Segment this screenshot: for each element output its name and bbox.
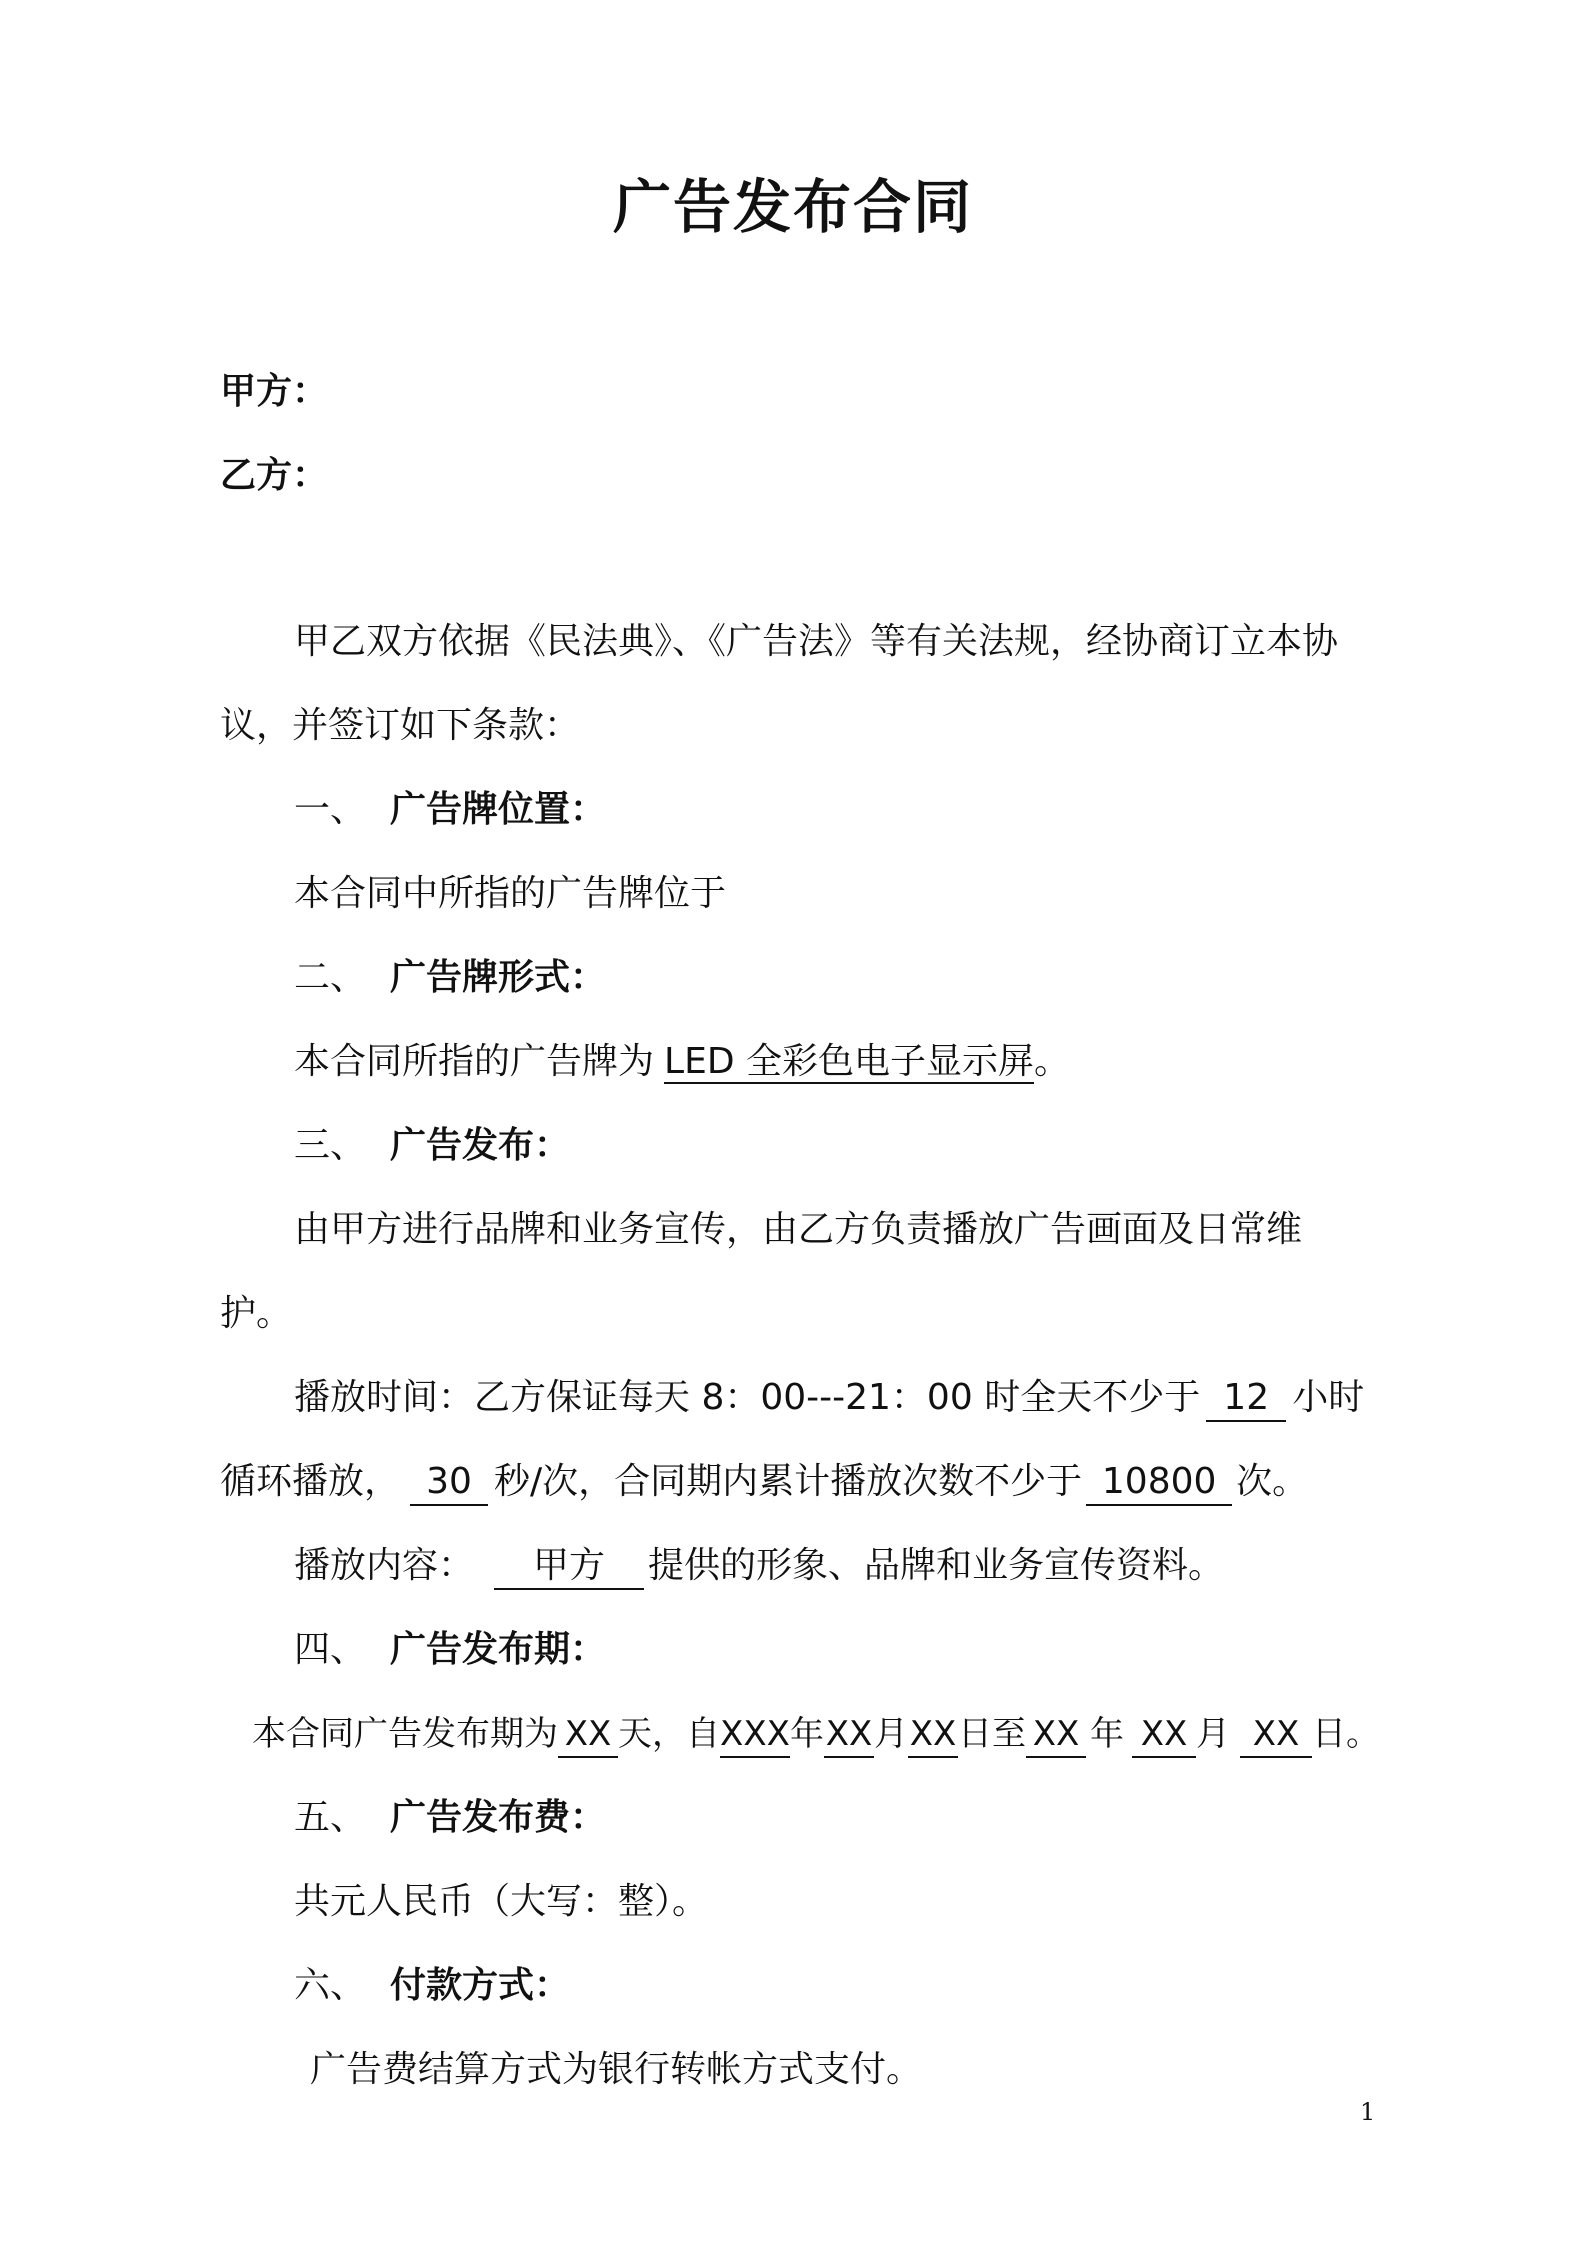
section-number: 二、 (294, 957, 367, 998)
section-title: 付款方式： (390, 1965, 571, 2006)
section-title: 广告牌位置： (390, 789, 607, 830)
body-text: 月 (1196, 1714, 1230, 1754)
party-b-label: 乙方： (220, 455, 329, 496)
section-heading (294, 1626, 606, 1674)
body-text: 本合同所指的广告牌为 (294, 1041, 655, 1082)
section-number: 四、 (294, 1629, 367, 1670)
section-2-body (294, 1038, 1070, 1086)
body-text: 年 (790, 1714, 824, 1754)
section-number: 一、 (294, 789, 367, 830)
start-month-blank: XX (824, 1712, 874, 1758)
body-text: 小时 (1292, 1377, 1365, 1418)
body-text: 播放内容： (294, 1545, 475, 1586)
section-number: 三、 (294, 1125, 367, 1166)
section-heading (294, 1794, 606, 1842)
party-a-label: 甲方： (220, 371, 329, 412)
section-title: 广告发布期： (390, 1629, 607, 1670)
led-screen-type: LED 全彩色电子显示屏 (664, 1041, 1034, 1082)
play-loop-line (220, 1458, 1308, 1506)
start-day-blank: XX (908, 1712, 958, 1758)
play-time-line (294, 1374, 1364, 1422)
section-heading (294, 954, 606, 1002)
body-text: 播放时间：乙方保证每天 8：00---21：00 时全天不少于 (294, 1377, 1201, 1418)
section-title: 广告发布费： (390, 1797, 607, 1838)
section-5-body: 共元人民币（大写：整）。 (294, 1881, 709, 1922)
publish-period-line (252, 1710, 1380, 1758)
days-blank: XX (558, 1712, 618, 1758)
end-day-blank: XX (1240, 1712, 1312, 1758)
section-title: 广告发布： (390, 1125, 571, 1166)
section-3-body-line-1: 由甲方进行品牌和业务宣传，由乙方负责播放广告画面及日常维 (294, 1209, 1303, 1250)
section-1-body: 本合同中所指的广告牌位于 (294, 873, 727, 914)
content-provider-blank: 甲方 (494, 1544, 644, 1590)
section-3-body-line-2: 护。 (220, 1293, 293, 1334)
document-title: 广告发布合同 (612, 173, 973, 241)
section-heading (294, 1122, 570, 1170)
play-content-line (294, 1542, 1224, 1590)
section-heading (294, 786, 606, 834)
body-text: 日至 (958, 1714, 1026, 1754)
play-count-blank: 10800 (1086, 1460, 1232, 1506)
body-text: 次。 (1236, 1461, 1309, 1502)
section-6-body: 广告费结算方式为银行转帐方式支付。 (310, 2049, 923, 2090)
body-text: 年 (1090, 1714, 1124, 1754)
section-heading (294, 1962, 570, 2010)
intro-line-2: 议，并签订如下条款： (220, 705, 581, 746)
play-seconds-blank: 30 (410, 1460, 488, 1506)
start-year-blank: XXX (720, 1712, 790, 1758)
page-number: 1 (1360, 2098, 1376, 2126)
body-text: 。 (1033, 1041, 1070, 1082)
body-text: 本合同广告发布期为 (252, 1714, 558, 1754)
body-text: 天，自 (618, 1714, 720, 1754)
end-year-blank: XX (1026, 1712, 1086, 1758)
section-number: 六、 (294, 1965, 367, 2006)
section-number: 五、 (294, 1797, 367, 1838)
end-month-blank: XX (1132, 1712, 1196, 1758)
body-text: 日。 (1312, 1714, 1380, 1754)
intro-line-1: 甲乙双方依据《民法典》、《广告法》等有关法规，经协商订立本协 (294, 621, 1339, 662)
section-title: 广告牌形式： (390, 957, 607, 998)
body-text: 循环播放， (220, 1461, 401, 1502)
body-text: 秒/次，合同期内累计播放次数不少于 (494, 1461, 1083, 1502)
play-hours-blank: 12 (1206, 1376, 1286, 1422)
body-text: 提供的形象、品牌和业务宣传资料。 (648, 1545, 1225, 1586)
body-text: 月 (874, 1714, 908, 1754)
